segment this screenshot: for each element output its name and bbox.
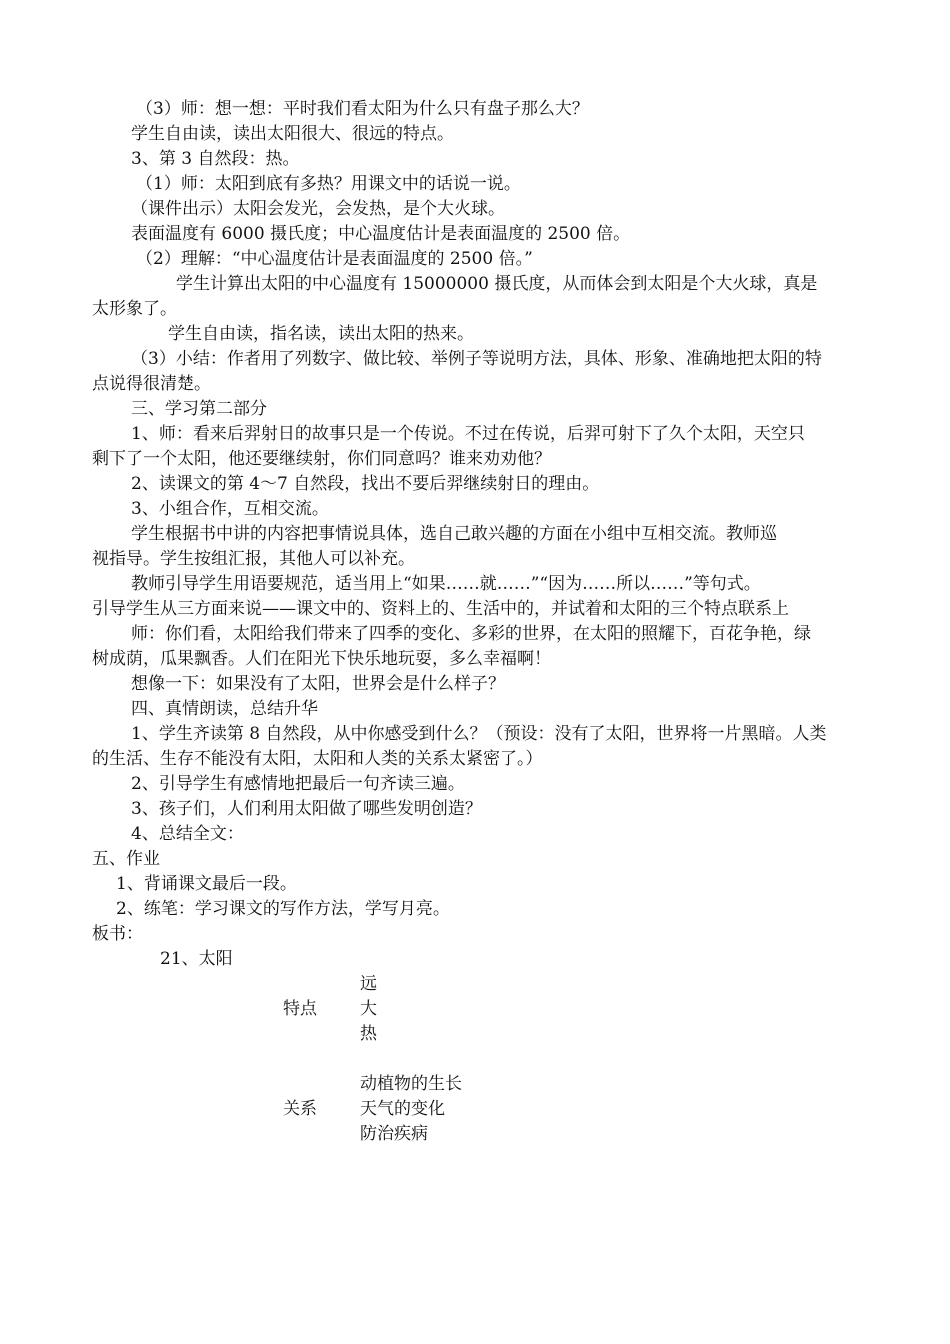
board-relation: 天气的变化 <box>360 1099 445 1119</box>
text-line: 学生自由读，指名读，读出太阳的热来。 <box>168 324 474 344</box>
text-line: 想像一下：如果没有了太阳，世界会是什么样子？ <box>131 674 505 694</box>
board-heading: 板书： <box>92 924 143 944</box>
board-feature: 远 <box>360 974 377 994</box>
board-feature: 热 <box>360 1024 377 1044</box>
text-line: 树成荫，瓜果飘香。人们在阳光下快乐地玩耍，多么幸福啊！ <box>92 649 551 669</box>
text-line: 点说得很清楚。 <box>92 374 211 394</box>
section-heading: 四、真情朗读，总结升华 <box>131 699 318 719</box>
text-line: 剩下了一个太阳，他还要继续射，你们同意吗？谁来劝劝他？ <box>92 449 551 469</box>
text-line: （课件出示）太阳会发光，会发热，是个大火球。 <box>131 199 505 219</box>
text-line: 的生活、生存不能没有太阳，太阳和人类的关系太紧密了。） <box>92 749 543 769</box>
text-line: 2、引导学生有感情地把最后一句齐读三遍。 <box>131 774 465 794</box>
text-line: 表面温度有 6000 摄氏度；中心温度估计是表面温度的 2500 倍。 <box>131 224 631 244</box>
text-line: 教师引导学生用语要规范，适当用上“如果……就……”“因为……所以……”等句式。 <box>131 574 761 594</box>
text-line: 学生自由读，读出太阳很大、很远的特点。 <box>131 124 454 144</box>
text-line: （2）理解：“中心温度估计是表面温度的 2500 倍。” <box>136 249 533 269</box>
board-features-label: 特点 <box>283 999 317 1019</box>
section-heading: 三、学习第二部分 <box>131 399 267 419</box>
board-relations-label: 关系 <box>283 1099 317 1119</box>
text-line: （3）小结：作者用了列数字、做比较、举例子等说明方法，具体、形象、准确地把太阳的特 <box>131 349 822 369</box>
text-line: 师：你们看，太阳给我们带来了四季的变化、多彩的世界，在太阳的照耀下，百花争艳，绿 <box>131 624 811 644</box>
text-line: 4、总结全文： <box>131 824 244 844</box>
text-line: 视指导。学生按组汇报，其他人可以补充。 <box>92 549 415 569</box>
text-line: 1、师：看来后羿射日的故事只是一个传说。不过在传说，后羿可射下了久个太阳，天空只 <box>131 424 805 444</box>
text-line: 3、孩子们，人们利用太阳做了哪些发明创造？ <box>131 799 482 819</box>
section-heading: 五、作业 <box>92 849 160 869</box>
board-relation: 防治疾病 <box>360 1124 428 1144</box>
text-line: 太形象了。 <box>92 299 177 319</box>
text-line: 2、读课文的第 4～7 自然段，找出不要后羿继续射日的理由。 <box>131 474 600 494</box>
text-line: 学生根据书中讲的内容把事情说具体，选自己敢兴趣的方面在小组中互相交流。教师巡 <box>131 524 777 544</box>
text-line: 引导学生从三方面来说——课文中的、资料上的、生活中的，并试着和太阳的三个特点联系上 <box>92 599 789 619</box>
board-title: 21、太阳 <box>160 949 233 969</box>
text-line: （1）师：太阳到底有多热？用课文中的话说一说。 <box>136 174 521 194</box>
text-line: 学生计算出太阳的中心温度有 15000000 摄氏度，从而体会到太阳是个大火球，真是 <box>176 274 818 294</box>
text-line: 3、小组合作，互相交流。 <box>131 499 329 519</box>
board-relation: 动植物的生长 <box>360 1074 462 1094</box>
text-line: 1、背诵课文最后一段。 <box>116 874 297 894</box>
text-line: （3）师：想一想：平时我们看太阳为什么只有盘子那么大？ <box>136 99 589 119</box>
text-line: 2、练笔：学习课文的写作方法，学写月亮。 <box>116 899 450 919</box>
text-line: 3、第 3 自然段：热。 <box>131 149 300 169</box>
board-feature: 大 <box>360 999 377 1019</box>
text-line: 1、学生齐读第 8 自然段，从中你感受到什么？（预设：没有了太阳，世界将一片黑暗。人类 <box>131 724 827 744</box>
